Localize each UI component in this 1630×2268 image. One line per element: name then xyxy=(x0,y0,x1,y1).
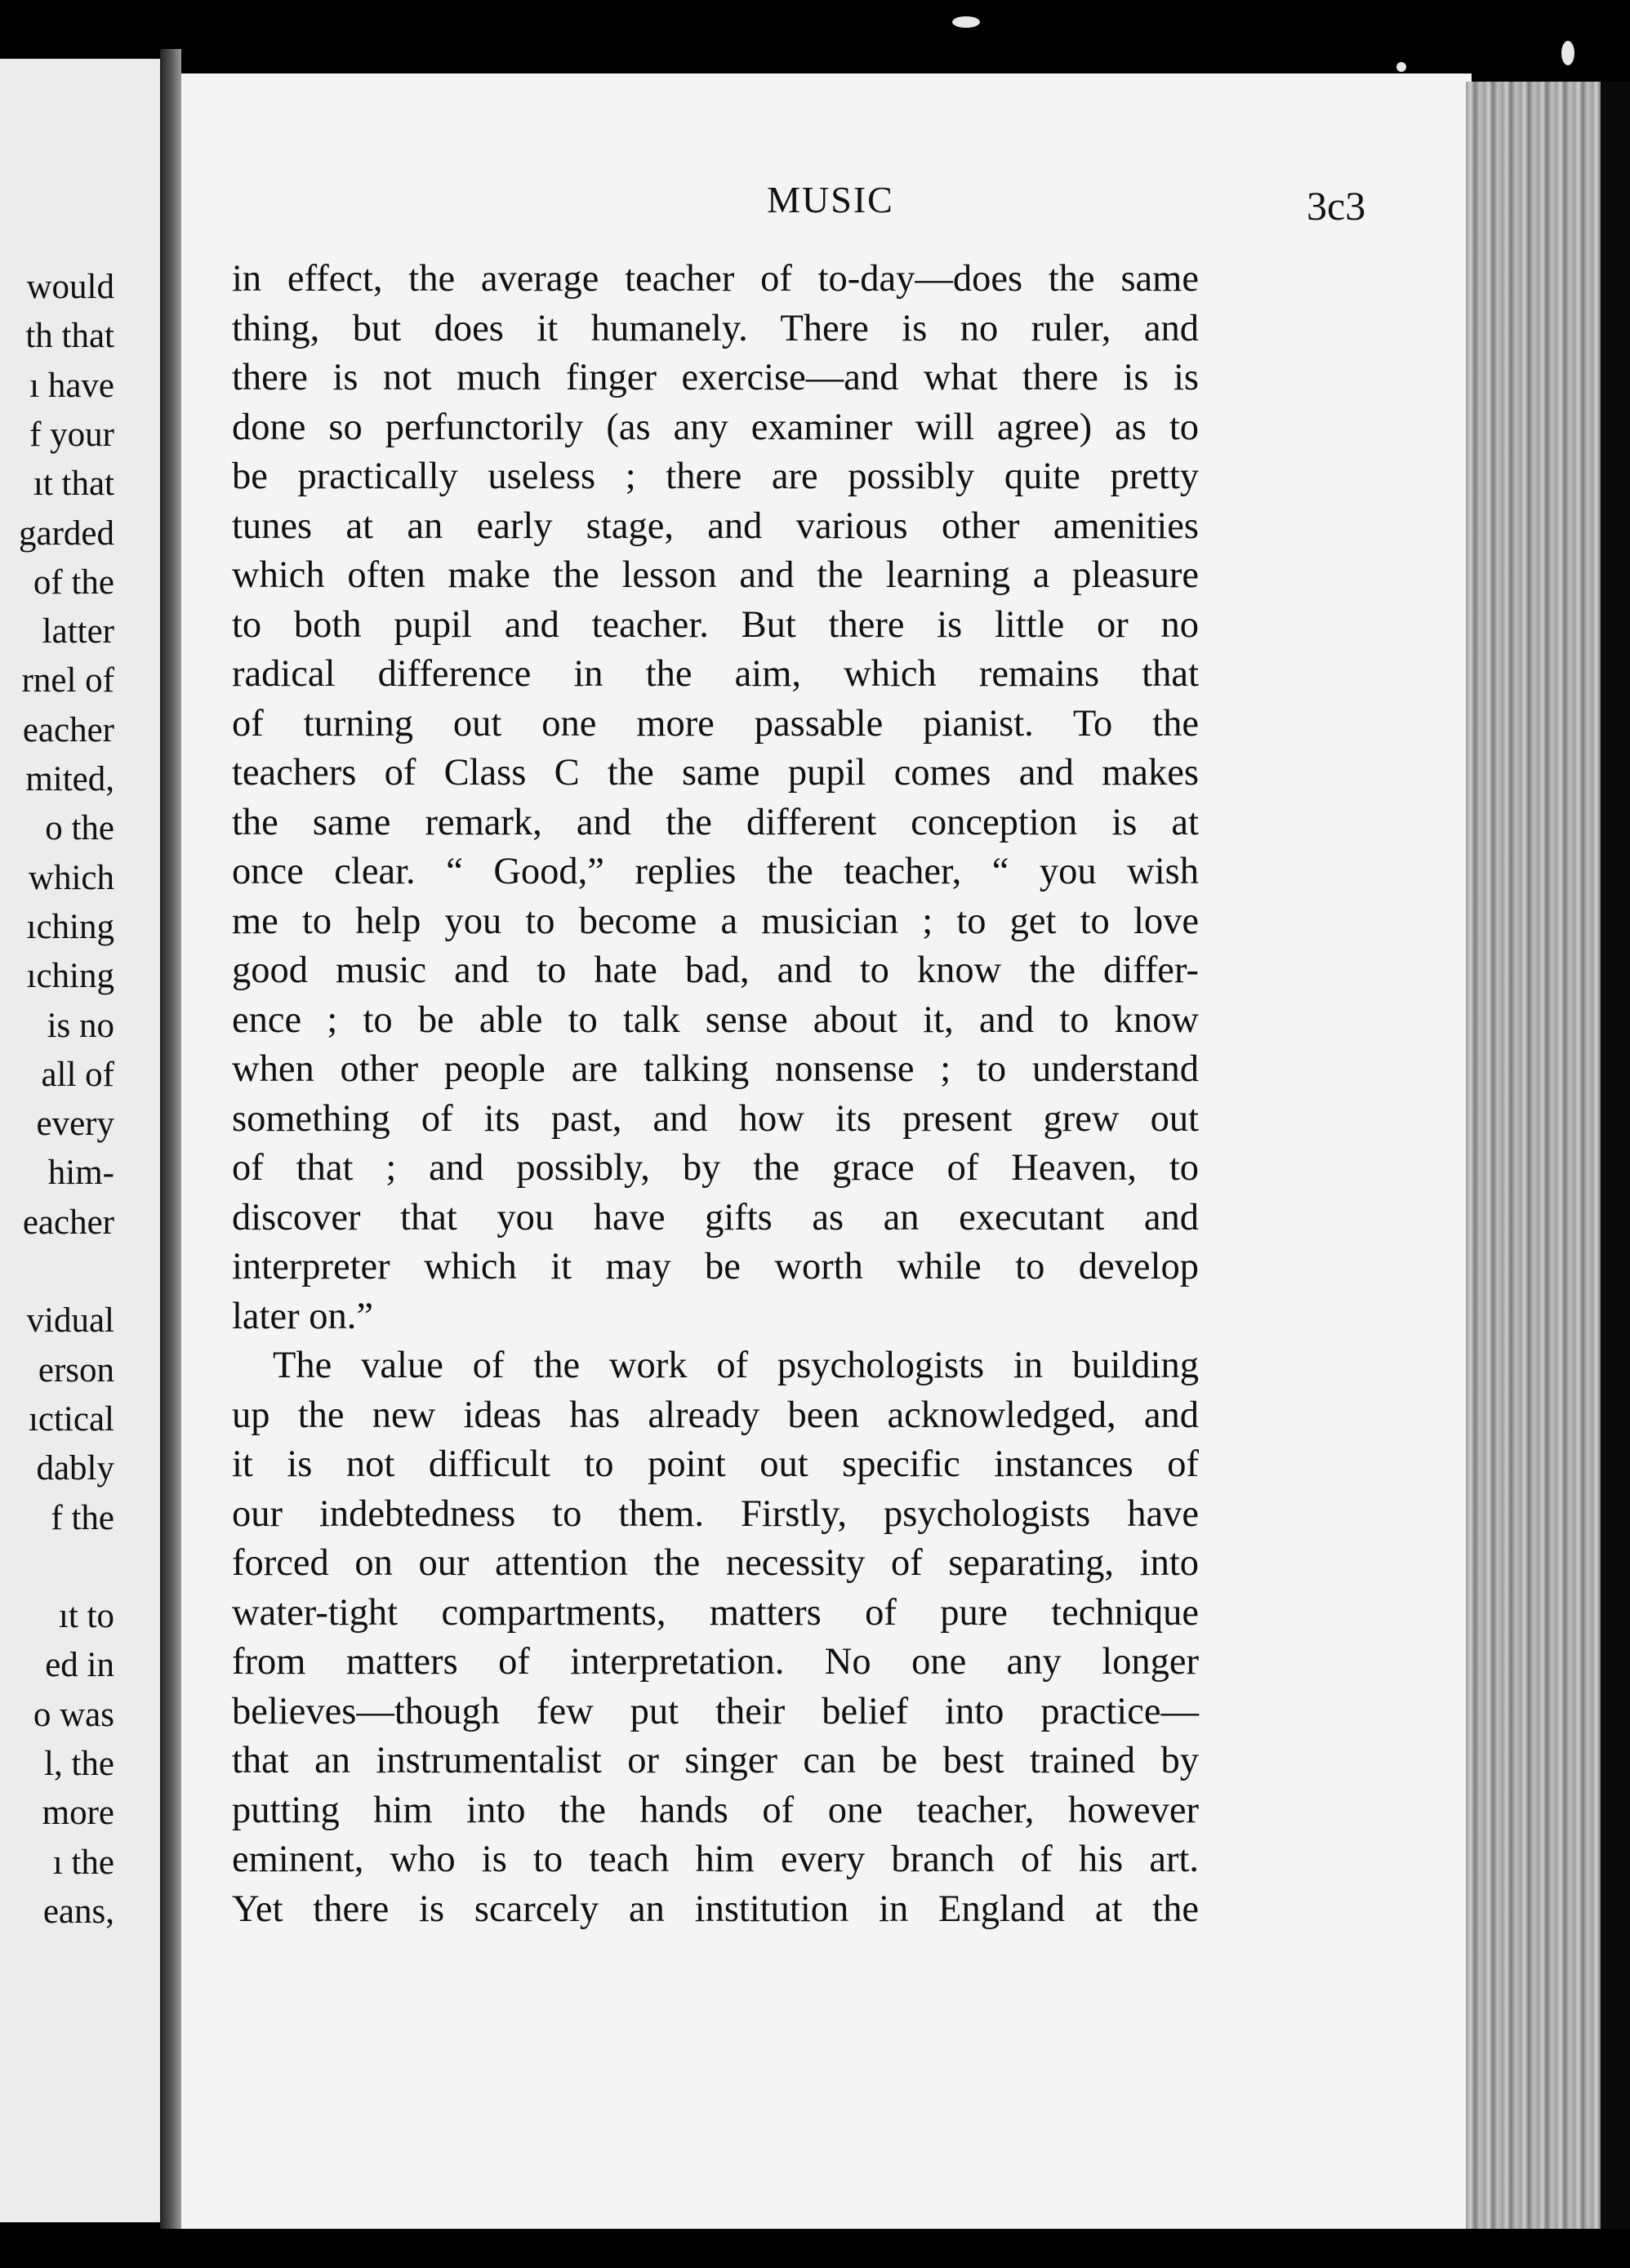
scan-speck xyxy=(952,16,980,28)
text-line: ence ; to be able to talk sense about it, and to know xyxy=(232,998,1199,1041)
book-gutter xyxy=(160,49,181,2229)
facing-page-line: all of xyxy=(41,1055,114,1094)
running-head: MUSIC xyxy=(767,179,894,220)
facing-page-line: of the xyxy=(33,563,114,602)
facing-page-line: o was xyxy=(33,1695,114,1734)
text-line: radical difference in the aim, which remains that xyxy=(232,653,1199,695)
facing-page-line: ı the xyxy=(52,1843,114,1882)
text-line: believes—though few put their belief into practice— xyxy=(232,1690,1199,1732)
text-line: later on.” xyxy=(232,1295,373,1337)
scan-speck xyxy=(1396,62,1406,72)
text-line: something of its past, and how its present grew out xyxy=(232,1097,1199,1140)
facing-page-line: eans, xyxy=(42,1892,114,1931)
text-line: in effect, the average teacher of to-day—does the same xyxy=(232,258,1199,300)
facing-page-line: o the xyxy=(45,809,114,848)
facing-page-line: which xyxy=(28,858,114,897)
page-number: 3c3 xyxy=(1307,183,1366,229)
facing-page-line: rnel of xyxy=(21,661,114,700)
text-line: up the new ideas has already been acknowledged, and xyxy=(232,1394,1199,1436)
text-line: The value of the work of psychologists in building xyxy=(273,1345,1199,1386)
facing-page-line: is no xyxy=(47,1006,114,1045)
text-line: interpreter which it may be worth while to develop xyxy=(232,1246,1199,1287)
text-line: of that ; and possibly, by the grace of Heaven, to xyxy=(232,1147,1199,1189)
text-line: our indebtedness to them. Firstly, psychologists have xyxy=(232,1492,1199,1535)
facing-page-line: ı have xyxy=(29,366,114,405)
text-line: which often make the lesson and the learning a pleasure xyxy=(232,554,1199,596)
text-line: once clear. “ Good,” replies the teacher, “ you wish xyxy=(232,851,1199,892)
text-line: to both pupil and teacher. But there is little or no xyxy=(232,603,1199,646)
facing-page-line: ed in xyxy=(45,1646,114,1685)
text-line: be practically useless ; there are possibly quite pretty xyxy=(232,456,1199,497)
facing-page-line: ıching xyxy=(26,907,114,946)
facing-page-line: ıt that xyxy=(33,465,114,504)
text-line: eminent, who is to teach him every branch of his art. xyxy=(232,1839,1199,1880)
facing-page-line: f your xyxy=(29,415,114,454)
text-line: good music and to hate bad, and to know the differ- xyxy=(232,949,1199,991)
facing-page-line: him- xyxy=(47,1154,114,1193)
text-line: that an instrumentalist or singer can be best trained by xyxy=(232,1740,1199,1781)
text-line: forced on our attention the necessity of separating, into xyxy=(232,1542,1199,1584)
facing-page-line: vidual xyxy=(26,1301,114,1341)
text-line: putting him into the hands of one teacher, however xyxy=(232,1789,1199,1831)
facing-page-line: ıctical xyxy=(28,1399,114,1439)
text-line: done so perfunctorily (as any examiner will agree) as to xyxy=(232,406,1199,448)
text-line: tunes at an early stage, and various other amenities xyxy=(232,505,1199,547)
text-line: me to help you to become a musician ; to get to love xyxy=(232,900,1199,942)
facing-page-line: dably xyxy=(36,1449,114,1488)
facing-page-line: l, the xyxy=(44,1745,114,1783)
facing-page-line: ıt to xyxy=(58,1597,114,1636)
scan-border xyxy=(1601,82,1630,2229)
scan-speck xyxy=(1561,41,1574,65)
text-line: from matters of interpretation. No one any longer xyxy=(232,1641,1199,1683)
facing-page-line: ıching xyxy=(26,957,114,996)
page-edges xyxy=(1466,82,1613,2229)
facing-page-line: more xyxy=(42,1794,114,1833)
text-line: the same remark, and the different conception is at xyxy=(232,801,1199,843)
facing-page-line: latter xyxy=(42,612,114,651)
text-line: when other people are talking nonsense ; to understand xyxy=(232,1048,1199,1090)
facing-page-line: eacher xyxy=(22,710,114,749)
text-line: water-tight compartments, matters of pure technique xyxy=(232,1591,1199,1634)
text-line: there is not much finger exercise—and what there is is xyxy=(232,357,1199,398)
facing-page-line: garded xyxy=(19,514,114,553)
text-line: teachers of Class C the same pupil comes and makes xyxy=(232,752,1199,794)
facing-page-line: would xyxy=(26,268,114,306)
body-text xyxy=(232,255,1199,1934)
facing-page-line: f the xyxy=(51,1498,114,1537)
facing-page-line: mited, xyxy=(25,760,114,798)
facing-page-line: every xyxy=(36,1105,114,1144)
text-line: Yet there is scarcely an institution in England at the xyxy=(232,1888,1199,1930)
facing-page-line: th that xyxy=(25,317,114,356)
facing-page-line: erson xyxy=(38,1350,114,1390)
facing-page-line: eacher xyxy=(22,1203,114,1242)
text-line: it is not difficult to point out specific instances of xyxy=(232,1443,1199,1485)
facing-page-fragment xyxy=(0,59,171,2222)
text-line: discover that you have gifts as an executant and xyxy=(232,1196,1199,1239)
text-line: thing, but does it humanely. There is no ruler, and xyxy=(232,307,1199,349)
text-line: of turning out one more passable pianist. To the xyxy=(232,702,1199,745)
